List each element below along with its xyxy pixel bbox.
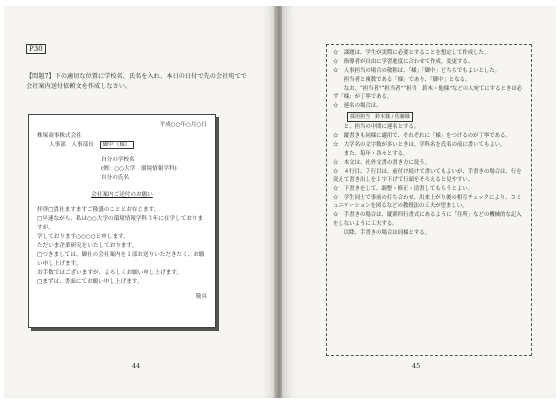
letter-company: 株塚商事株式会社 (37, 133, 82, 139)
note-item: ☆ 手書きの場合は、縦罫四行書式にあるように「住所」などの機械的な記入をしないように工夫する。 (333, 212, 522, 227)
letter-line: □つきましては、御社の会社案内を１部お送りいただきたく、お願い申し上げます。 (37, 252, 205, 267)
letter-date: 平成○○年○月○日 (159, 122, 207, 128)
letter-line: お手数ではございますが、よろしくお願い申し上げます。 (37, 270, 182, 276)
letter-recipient (49, 141, 207, 150)
note-item: 担当者と複数である「様」であり、「御中」となる。 (333, 76, 471, 83)
letter-line: 拝啓□貴社ますますご隆盛のこととお存じます。 (37, 207, 160, 213)
sender-example: (例：○○大学 環境情報学科) (101, 166, 177, 172)
sender-school: 自分の学校名 (101, 157, 135, 163)
letter-honorific-box: 御中（様） (100, 141, 134, 149)
letter-closing: 敬具 (195, 294, 207, 300)
note-item: ☆ ４行目、７行目は、前付け続けて書いてもよいが、手書きの場合は、行を変えて書き出しを１字下げて行頭をそろえると見やすい。 (333, 168, 522, 184)
open-book (4, 6, 556, 398)
note-item: ☆ 人事担当の場合の敬称は、「様」「御中」どちらでもよいとした。 (333, 67, 501, 74)
question-text: 【問題7】下の適切な位置に学校名、氏名を入れ、本日の日付で先の会社宛てで会社案内送付依頼文を作成しなさい。 (26, 73, 247, 90)
letter-body (37, 206, 207, 287)
note-item: 以降、手書きの場合は同様とする。 (333, 229, 431, 236)
note-item: ☆ 学生同士で事前の打ち合わせ、出来上がり後の相互チェックにより、コミュニケーションを図るなどの教授法の工夫が望ましい。 (333, 195, 522, 210)
example-box: 採用担当 鈴木様 / 佐藤様 (347, 112, 413, 122)
note-item: と、担当の中間に連名とする。 (333, 124, 420, 131)
note-item: ☆ 本文は、社外文書の書き方に従う。 (333, 159, 431, 166)
note-item: ☆ 指導者が自由に学習進度に合わせて作成、変更する。 (333, 58, 474, 65)
page-tag: P30 (26, 44, 46, 54)
note-item: ☆ 課題は、学生が実際に必要とすることを想定して作成した。 (333, 50, 490, 56)
letter-sample (28, 114, 216, 328)
letter-subject: 会社案内ご送付のお願い (91, 192, 153, 198)
note-item: ☆ 縦書きも同様に適用で、それぞれに「様」をつけるのが丁寧である。 (333, 133, 511, 140)
letter-line: □早速ながら、私は○○大学の環境情報学科３年に在学しておりますが、 (37, 216, 204, 231)
note-item: ☆ 下書きをして、調整・修正・清書してもらうとよい。 (333, 186, 474, 193)
note-item: ☆ 大学名の文字数が多いときは、学科名を氏名の前に書いてもよい。 (333, 142, 506, 149)
letter-dept: 人事部 人事部長 (49, 142, 94, 148)
notes-box (326, 44, 532, 356)
left-page (4, 6, 276, 398)
note-item: また、毎年・各々とする。 (333, 150, 409, 157)
page-number-left: 44 (132, 362, 141, 370)
sender-block (101, 156, 207, 183)
note-item: ☆ 連名の場合は、 (333, 102, 382, 109)
sender-name: 自分の氏名 (101, 175, 129, 181)
letter-line: ただいま企業研究をいたしております。 (37, 243, 138, 249)
right-page (282, 6, 556, 398)
note-item: なお、“担当者”“担当者”“担当 鈴木・他様”などの人宛てにするときは必ず「様」が丁寧である。 (333, 85, 523, 101)
letter-line: 学しております○○○○と申します。 (37, 234, 129, 240)
letter-line: □まずは、書面にてお願い申し上げます。 (37, 279, 143, 285)
page-number-right: 45 (412, 362, 421, 370)
